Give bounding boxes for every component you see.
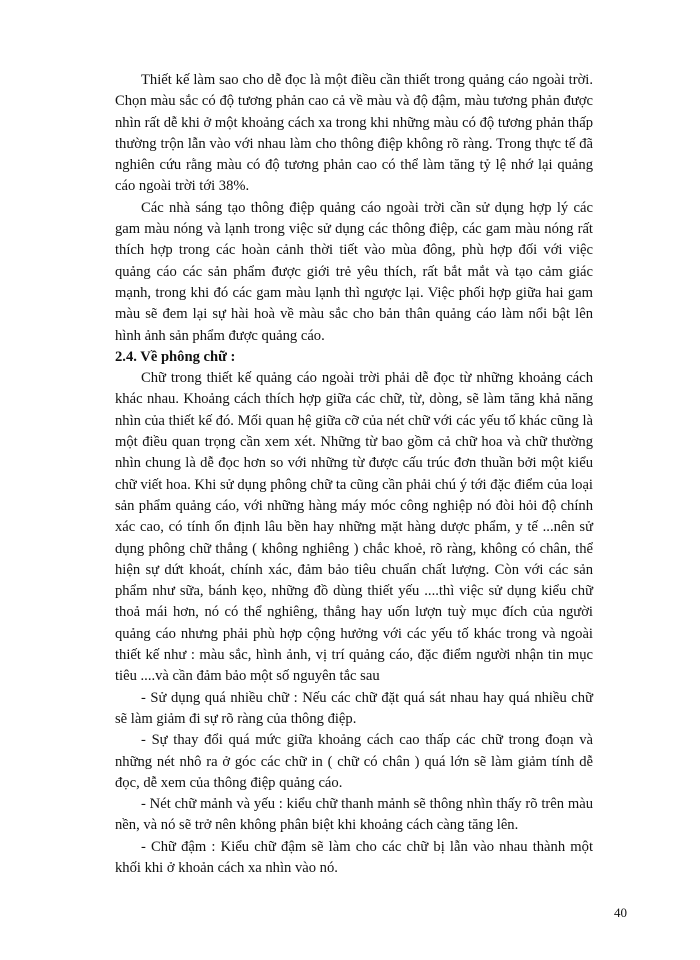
paragraph-readability: Thiết kế làm sao cho dễ đọc là một điều cần thiết trong quảng cáo ngoài trời. Chọn màu sắc có độ tương phản cao cả về màu và độ đậm, màu tương phản được nhìn rất dễ khi ở một khoảng cách xa trong khi những màu có độ tương phản thấp thường trộn lẫn vào với nhau làm cho thông điệp không rõ ràng. Trong thực tế đã nghiên cứu rằng màu có độ tương phản cao có thể làm tăng tỷ lệ nhớ lại quảng cáo ngoài trời tới 38%.	[115, 72, 593, 195]
paragraph-fonts: Chữ trong thiết kế quảng cáo ngoài trời phải dễ đọc từ những khoảng cách khác nhau. Khoảng cách thích hợp giữa các chữ, từ, dòng, sẽ làm tăng khả năng nhìn của thiết kế đó. Mối quan hệ giữa cỡ của nét chữ với các yếu tố khác cũng là một điều quan trọng cần xem xét. Những từ bao gồm cả chữ hoa và chữ thường nhìn chung là dễ đọc hơn so với những từ được cấu trúc đơn thuần bởi một kiểu chữ viết hoa. Khi sử dụng phông chữ ta cũng cần phải chú ý tới đặc điểm của loại sản phẩm quảng cáo, với những hàng máy móc công nghiệp nó đòi hỏi độ chính xác cao, có tính ổn định lâu bền hay những mặt hàng dược phẩm, y tế ...nên sử dụng phông chữ thẳng ( không nghiêng ) chắc khoẻ, rõ ràng, không có chân, thể hiện sự dứt khoát, chính xác, đảm bảo tiêu chuẩn chất lượng. Còn với các sản phẩm như sữa, bánh kẹo, những đồ dùng thiết yếu ....thì việc sử dụng kiểu chữ thoả mái hơn, nó có thể nghiêng, thẳng hay uốn lượn tuỳ mục đích của người quảng cáo nhưng phải phù hợp cộng hưởng với các yếu tố khác trong và ngoài thiết kế như : màu sắc, hình ảnh, vị trí quảng cáo, đặc điểm người nhận tin mục tiêu ....và cần đảm bảo một số nguyên tắc sau	[115, 370, 593, 685]
bullet-spacing-change: - Sự thay đổi quá mức giữa khoảng cách cao thấp các chữ trong đoạn và những nét nhô ra ở góc các chữ in ( chữ có chân ) quá lớn sẽ làm giảm tính dễ đọc, dễ xem của thông điệp quảng cáo.	[115, 732, 593, 791]
bullet-bold-letters: - Chữ đậm : Kiểu chữ đậm sẽ làm cho các chữ bị lẫn vào nhau thành một khối khi ở khoản cách xa nhìn vào nó.	[115, 838, 593, 876]
document-body	[115, 70, 593, 879]
bullet-thin-strokes: - Nét chữ mảnh và yếu : kiểu chữ thanh mảnh sẽ thông nhìn thấy rõ trên màu nền, và nó sẽ trở nên không phân biệt khi khoảng cách càng tăng lên.	[115, 796, 593, 834]
paragraph-color-tones: Các nhà sáng tạo thông điệp quảng cáo ngoài trời cần sử dụng hợp lý các gam màu nóng và lạnh trong việc sử dụng các thông điệp, các gam màu nóng rất thích hợp trong các hoàn cảnh thời tiết vào mùa đông, phù hợp đối với việc quảng cáo các sản phẩm được giới trẻ yêu thích, rất bắt mắt và tạo cảm giác mạnh, trong khi đó các gam màu lạnh thì ngược lại. Việc phối hợp giữa hai gam màu sẽ đem lại sự hài hoà về màu sắc cho bản thân quảng cáo làm nổi bật lên hình ảnh sản phẩm được quảng cáo.	[115, 199, 593, 344]
section-heading-fonts: 2.4. Về phông chữ :	[115, 348, 236, 365]
bullet-too-many-letters: - Sử dụng quá nhiều chữ : Nếu các chữ đặt quá sát nhau hay quá nhiều chữ sẽ làm giảm đi sự rõ ràng của thông điệp.	[115, 689, 593, 727]
page-number: 40	[614, 905, 627, 920]
